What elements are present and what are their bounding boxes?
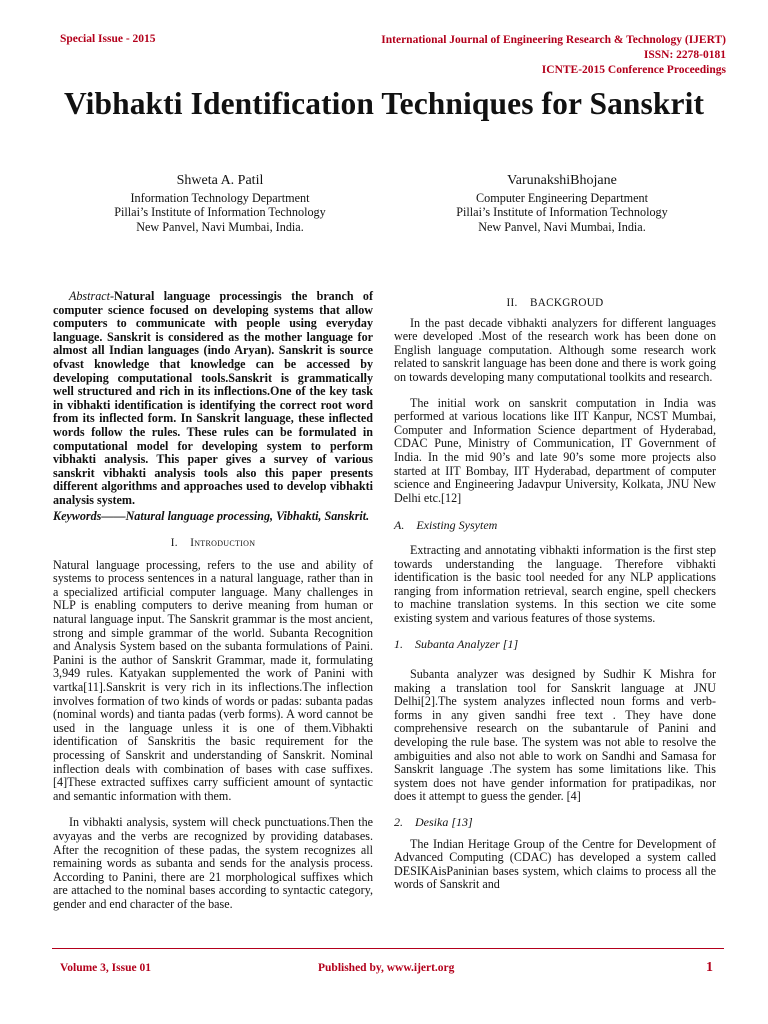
abstract-text: Natural language processingis the branch of computer science focused on developing systems that allow computers to communicate with people using everyday language. Sanskrit is considered as the mother language for almost all Indian languages (indo Aryan). Sanskrit is source ofvast knowledge that knowledge can be accessed by developing computational tools.Sanskrit is grammatically well structured and rich in its inflections.One of the key task in vibhakti identification is identifying the correct root word from its inflected form. In Sanskrit language, these inflected words follow the rules. These rules can be formulated in computational model for developing system to perform vibhakti analysis. This paper gives a survey of various sanskrit vibhakti analysis tools also this paper presents different algorithms and approaches used to develop vibhakti analysis system. (53, 289, 373, 507)
paper-title: Vibhakti Identification Techniques for Sanskrit (63, 86, 705, 121)
intro-paragraph-1: Natural language processing, refers to the use and ability of systems to process sentences in a natural language, rather than in a specialized artificial computer language. Many challenges in NLP is enabling computers to derive meaning from human or natural language input. The Sanskrit grammar is the most ancient, strong and simple grammar of the world. Subanta Recognition and Analysis System based on the subanta formulations of Paini. Panini is the author of Sanskrit Grammar, made it, formulating 3,949 rules. Katyakan supplemented the work of Panini with vartka[11].Sanskrit is very rich in its inflections.The inflection involves formation of two kinds of words or padas: subanta padas (nominal words) and tianta padas (verb forms). A word cannot be used in the language unless it is one of them.Vibhakti identification of Sanskritis the basic requirement for the processing of Sanskrit and understanding of Sanskrit. Nominal inflection deals with combination of bases with case suffixes.[4]These extracted suffixes carry sufficient amount of syntactic and semantic information with them. (53, 557, 373, 803)
author-institute: Pillai’s Institute of Information Technology (456, 205, 668, 220)
author-address: New Panvel, Navi Mumbai, India. (136, 219, 304, 234)
section-number: I. (170, 537, 178, 550)
section-number: II. (506, 297, 518, 309)
author-block-1 (70, 174, 370, 234)
section-heading-introduction (53, 537, 373, 551)
author-department: Computer Engineering Department (476, 191, 648, 206)
keywords: Keywords——Natural language processing, Vibhakti, Sanskrit. (53, 508, 370, 523)
left-column (53, 290, 373, 912)
abstract-label: Abstract- (69, 289, 115, 303)
journal-name: International Journal of Engineering Research & Technology (IJERT) (381, 34, 726, 46)
section-heading-background (394, 297, 716, 311)
footer-publisher: Published by, www.ijert.org (318, 962, 455, 974)
conference-name: ICNTE-2015 Conference Proceedings (541, 64, 726, 76)
subanta-paragraph: Subanta analyzer was designed by Sudhir K Mishra for making a translation tool for Sanskrit language at JNU Delhi[2].The system analyzes inflected noun forms and verb-forms in any given sandhi free text . They have done comprehensive research on the subantarule of Panini and developing the rule base. The system was not able to resolve the ambiguities and also not able to work on Sandhi and Samasa for Sanskrit language .The system has some limitations like. This system does not have gender information for pratipadikas, nor does it attempt to guess the gender. [4] (394, 667, 716, 804)
intro-paragraph-2: In vibhakti analysis, system will check punctuations.Then the avyayas and the verbs are recognized by providing databases. After the recognition of these padas, the system recognizes all remaining words as subanta and sends for the analysis process. According to Panini, there are 21 morphological suffixes which are attached to the nominal bases according to syntactic category, gender and end character of the base. (53, 815, 373, 911)
background-paragraph-2: The initial work on sanskrit computation in India was performed at various locations like IIT Kanpur, NCST Mumbai, Computer and Information Science department of Hyderabad, CDAC Pune, Ministry of Communication, IT Government of India. In the mid 90’s and late 90’s some more projects also started at IIT Bombay, IIT Hyderabad, department of computer science and Engineering Jadavpur University, Kolkata, JNU New Delhi etc.[12] (394, 395, 716, 505)
desika-paragraph: The Indian Heritage Group of the Centre for Development of Advanced Computing (CDAC) has developed a system called DESIKAisPaninian bases system, which claims to process all the words of Sanskrit and (394, 836, 716, 892)
author-address: New Panvel, Navi Mumbai, India. (478, 219, 646, 234)
section-title: BACKGROUD (529, 297, 604, 309)
issn: ISSN: 2278-0181 (643, 49, 726, 61)
subsection-heading-existing-system: A. Existing Sysytem (394, 518, 498, 533)
author-name: Shweta A. Patil (176, 173, 264, 188)
footer-volume: Volume 3, Issue 01 (60, 962, 151, 974)
author-institute: Pillai’s Institute of Information Technology (114, 205, 326, 220)
journal-header (381, 33, 726, 78)
author-block-2 (412, 174, 712, 234)
existing-system-paragraph: Extracting and annotating vibhakti information is the first step towards understanding the language. Therefore vibhakti identification is the basic tool needed for any NLP applications ranging from information retrieval, search engine, spell checkers to machine translation systems. In this section we cite some existing system and various features of those systems. (394, 542, 716, 625)
page-number: 1 (706, 960, 713, 975)
abstract (53, 290, 373, 508)
journal-issue-label: Special Issue - 2015 (60, 33, 156, 45)
subsection-heading-desika: 2. Desika [13] (394, 815, 473, 829)
author-name: VarunakshiBhojane (507, 173, 617, 188)
author-department: Information Technology Department (130, 191, 310, 206)
footer-divider (52, 948, 724, 949)
background-paragraph-1: In the past decade vibhakti analyzers for different languages were developed .Most of the research work has been done on English language computation. Although some research work related to sanskrit language has been done and there is work going on towards developing many computational toolkits and research. (394, 315, 716, 384)
section-title: Introduction (190, 537, 256, 550)
subsection-heading-subanta-analyzer: 1. Subanta Analyzer [1] (394, 637, 519, 652)
right-column (394, 297, 716, 892)
